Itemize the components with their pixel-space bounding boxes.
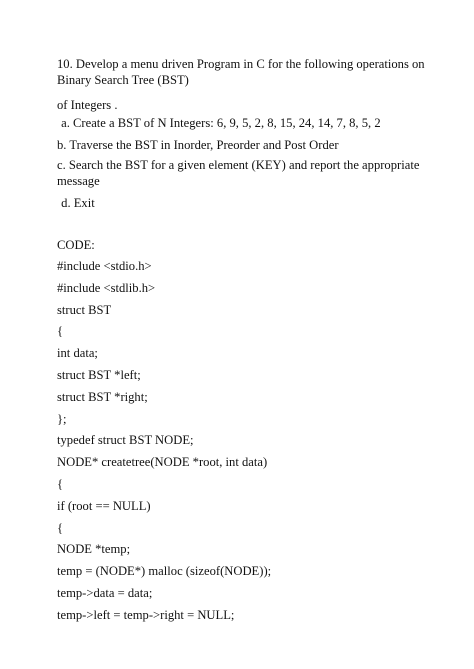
code-line: typedef struct BST NODE; bbox=[57, 433, 194, 448]
code-line: temp = (NODE*) malloc (sizeof(NODE)); bbox=[57, 564, 272, 579]
code-line: int data; bbox=[57, 346, 98, 361]
code-line: }; bbox=[57, 411, 67, 426]
question-item-d: d. Exit bbox=[58, 196, 95, 210]
code-line: #include <stdio.h> bbox=[57, 259, 152, 273]
code-line: struct BST *right; bbox=[57, 389, 148, 404]
question-item-c: c. Search the BST for a given element (KEY) and report the appropriate bbox=[57, 158, 420, 172]
code-line: struct BST bbox=[57, 302, 112, 317]
question-title-line-2: Binary Search Tree (BST) bbox=[57, 73, 189, 87]
question-item-c-continued: message bbox=[57, 174, 100, 188]
code-line: temp->data = data; bbox=[57, 586, 153, 600]
code-heading: CODE: bbox=[57, 238, 95, 252]
question-item-a: a. Create a BST of N Integers: 6, 9, 5, 2, 8, 15, 24, 14, 7, 8, 5, 2 bbox=[58, 116, 381, 130]
code-line: { bbox=[57, 477, 64, 491]
code-line: NODE *temp; bbox=[57, 542, 131, 557]
code-line: { bbox=[57, 324, 64, 339]
question-subtitle: of Integers . bbox=[57, 98, 118, 112]
code-line: if (root == NULL) bbox=[57, 498, 151, 513]
question-item-b: b. Traverse the BST in Inorder, Preorder and Post Order bbox=[57, 138, 339, 152]
code-line: NODE* createtree(NODE *root, int data) bbox=[57, 455, 268, 470]
code-line: #include <stdlib.h> bbox=[57, 280, 156, 295]
code-line: { bbox=[57, 520, 64, 535]
question-title-line-1: 10. Develop a menu driven Program in C for the following operations on bbox=[57, 57, 425, 71]
code-line: temp->left = temp->right = NULL; bbox=[57, 607, 235, 622]
code-line: struct BST *left; bbox=[57, 368, 141, 382]
